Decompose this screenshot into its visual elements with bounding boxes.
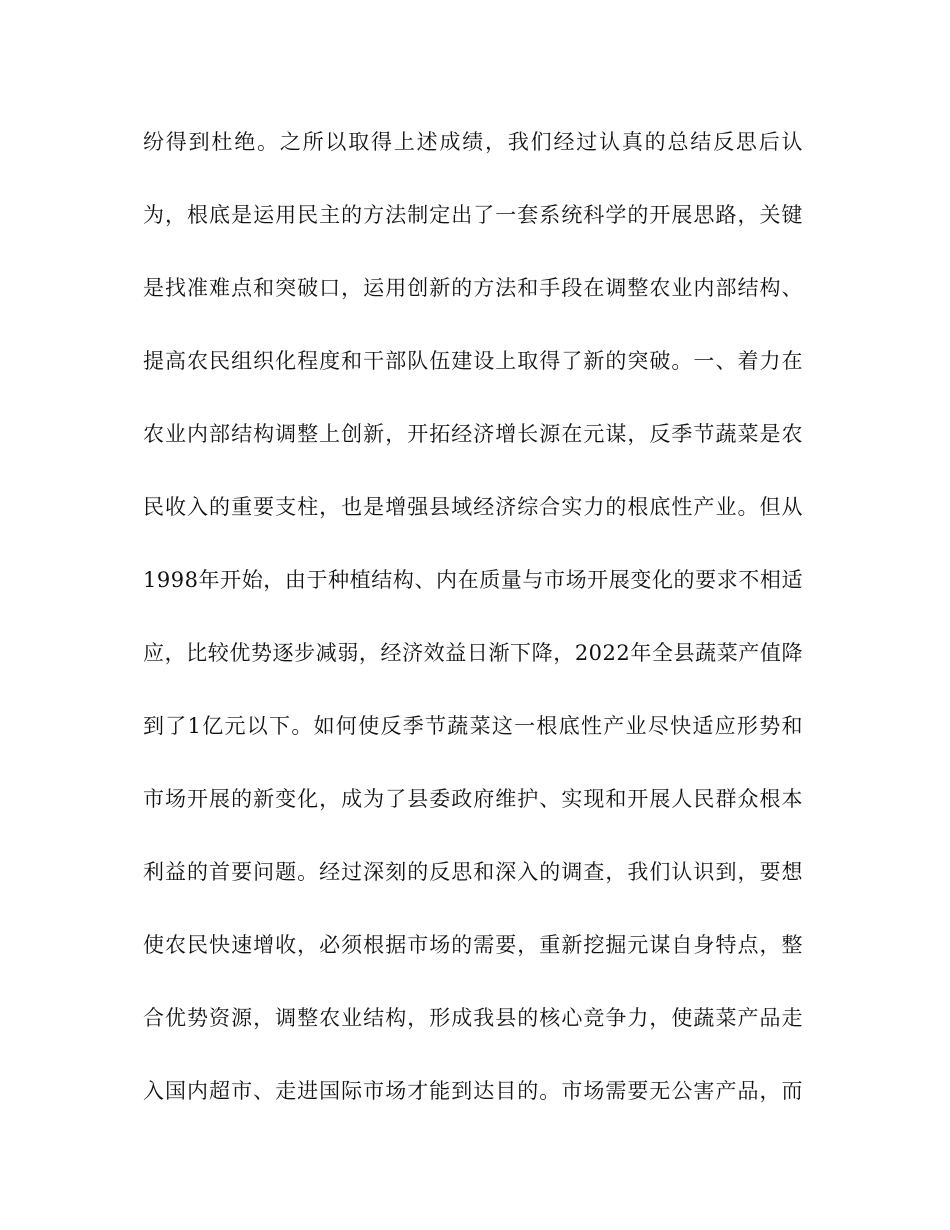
text-line: 农业内部结构调整上创新，开拓经济增长源在元谋，反季节蔬菜是农 (143, 422, 803, 446)
text-line: 市场开展的新变化，成为了县委政府维护、实现和开展人民群众根本 (143, 787, 803, 811)
text-line: 使农民快速增收，必须根据市场的需要，重新挖掘元谋自身特点，整 (143, 933, 803, 957)
text-line: 1998年开始，由于种植结构、内在质量与市场开展变化的要求不相适 (143, 568, 803, 592)
body-paragraph (143, 122, 803, 1144)
text-line: 纷得到杜绝。之所以取得上述成绩，我们经过认真的总结反思后认 (143, 130, 803, 154)
text-line: 提高农民组织化程度和干部队伍建设上取得了新的突破。一、着力在 (143, 349, 803, 373)
text-line: 合优势资源，调整农业结构，形成我县的核心竞争力，使蔬菜产品走 (143, 1006, 803, 1030)
text-line: 入国内超市、走进国际市场才能到达目的。市场需要无公害产品，而 (143, 1079, 803, 1103)
text-line: 为，根底是运用民主的方法制定出了一套系统科学的开展思路，关键 (143, 203, 803, 227)
text-line: 应，比较优势逐步减弱，经济效益日渐下降，2022年全县蔬菜产值降 (143, 641, 803, 665)
text-line: 利益的首要问题。经过深刻的反思和深入的调查，我们认识到，要想 (143, 860, 803, 884)
text-line: 到了1亿元以下。如何使反季节蔬菜这一根底性产业尽快适应形势和 (143, 714, 803, 738)
text-line: 民收入的重要支柱，也是增强县域经济综合实力的根底性产业。但从 (143, 495, 803, 519)
text-line: 是找准难点和突破口，运用创新的方法和手段在调整农业内部结构、 (143, 276, 803, 300)
